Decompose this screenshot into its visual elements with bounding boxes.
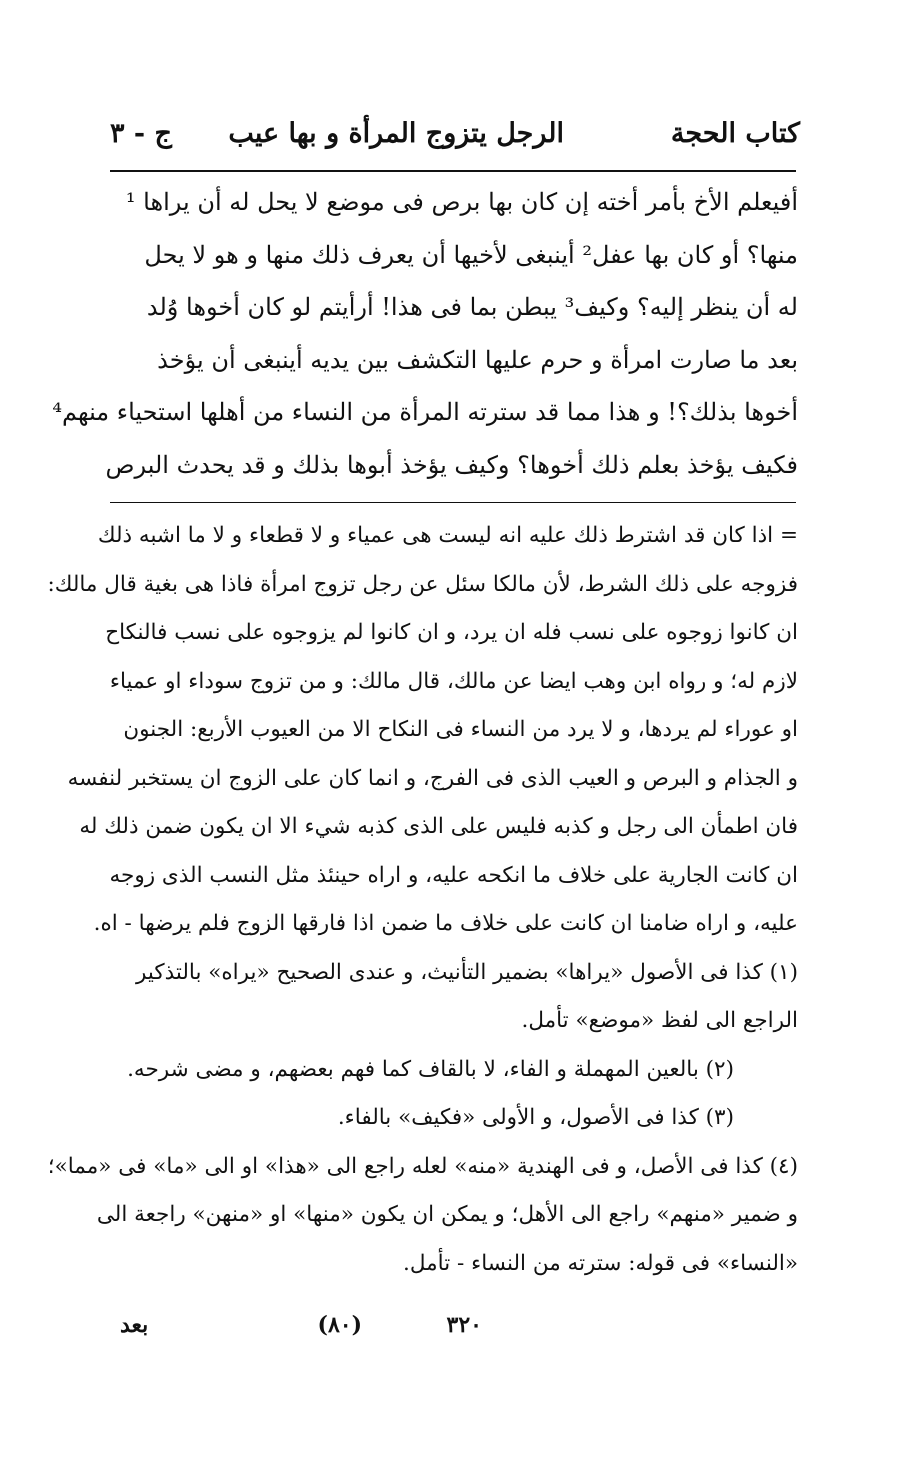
footnote-line: فزوجه على ذلك الشرط، لأن مالكا سئل عن رجل تزوج امرأة فاذا هى بغية قال مالك: — [47, 571, 798, 597]
catchword: بعد — [120, 1312, 149, 1338]
footnote-separator — [110, 502, 796, 503]
footnote-line: = اذا كان قد اشترط ذلك عليه انه ليست هى عمياء و لا قطعاء و لا ما اشبه ذلك — [97, 523, 798, 548]
footnote-line: (٣) كذا فى الأصول، و الأولى «فكيف» بالفاء. — [337, 1105, 734, 1130]
volume-number: ج - ٣ — [110, 118, 172, 149]
main-text — [52, 176, 798, 491]
footnote-line: (١) كذا فى الأصول «يراها» بضمير التأنيث، و عندى الصحيح «يراه» بالتذكير — [135, 959, 798, 985]
signature-mark: (٨٠) — [317, 1312, 362, 1338]
text-line: أفيعلم الأخ بأمر أخته إن كان بها برص فى موضع لا يحل له أن يراها ¹ — [125, 188, 798, 216]
footnote-line: فان اطمأن الى رجل و كذبه فليس على الذى كذبه شيء الا ان يكون ضمن ذلك له — [79, 814, 798, 839]
footnote-line: (٤) كذا فى الأصل، و فى الهندية «منه» لعله راجع الى «هذا» او الى «ما» فى «مما»؛ — [47, 1153, 798, 1179]
chapter-title: الرجل يتزوج المرأة و بها عيب — [228, 118, 564, 149]
footnotes — [47, 512, 798, 1288]
text-line: فكيف يؤخذ بعلم ذلك أخوها؟ وكيف يؤخذ أبوها بذلك و قد يحدث البرص — [105, 450, 798, 479]
footnote-line: «النساء» فى قوله: سترته من النساء - تأمل. — [403, 1250, 798, 1276]
footnote-line: ان كانوا زوجوه على نسب فله ان يرد، و ان كانوا لم يزوجوه على نسب فالنكاح — [105, 620, 798, 645]
page-number: ٣٢٠ — [446, 1312, 482, 1338]
header-rule — [110, 170, 796, 172]
footnote-line: لازم له؛ و رواه ابن وهب ايضا عن مالك، قال مالك: و من تزوج سوداء او عمياء — [109, 668, 798, 694]
footnote-line: او عوراء لم يردها، و لا يرد من النساء فى النكاح الا من العيوب الأربع: الجنون — [123, 717, 798, 742]
text-line: بعد ما صارت امرأة و حرم عليها التكشف بين يديه أينبغى أن يؤخذ — [157, 345, 798, 374]
footnote-line: و الجذام و البرص و العيب الذى فى الفرج، و انما كان على الزوج ان يستخبر لنفسه — [67, 765, 798, 791]
running-header — [110, 118, 800, 166]
footnote-line: و ضمير «منهم» راجع الى الأهل؛ و يمكن ان يكون «منها» او «منهن» راجعة الى — [96, 1202, 798, 1227]
footnote-line: (٢) بالعين المهملة و الفاء، لا بالقاف كما فهم بعضهم، و مضى شرحه. — [127, 1056, 734, 1082]
page-footer — [120, 1312, 800, 1352]
footnote-line: الراجع الى لفظ «موضع» تأمل. — [521, 1008, 798, 1033]
text-line: أخوها بذلك؟! و هذا مما قد سترته المرأة من النساء من أهلها استحياء منهم⁴ — [52, 398, 798, 426]
book-title: كتاب الحجة — [670, 118, 800, 149]
footnote-line: عليه، و اراه ضامنا ان كانت على خلاف ما ضمن اذا فارقها الزوج فلم يرضها - اه. — [93, 911, 798, 936]
text-line: منها؟ أو كان بها عفل² أينبغى لأخيها أن يعرف ذلك منها و هو لا يحل — [144, 240, 798, 269]
footnote-line: ان كانت الجارية على خلاف ما انكحه عليه، و اراه حينئذ مثل النسب الذى زوجه — [109, 862, 798, 888]
text-line: له أن ينظر إليه؟ وكيف³ يبطن بما فى هذا! أرأيتم لو كان أخوها وُلد — [146, 293, 798, 321]
